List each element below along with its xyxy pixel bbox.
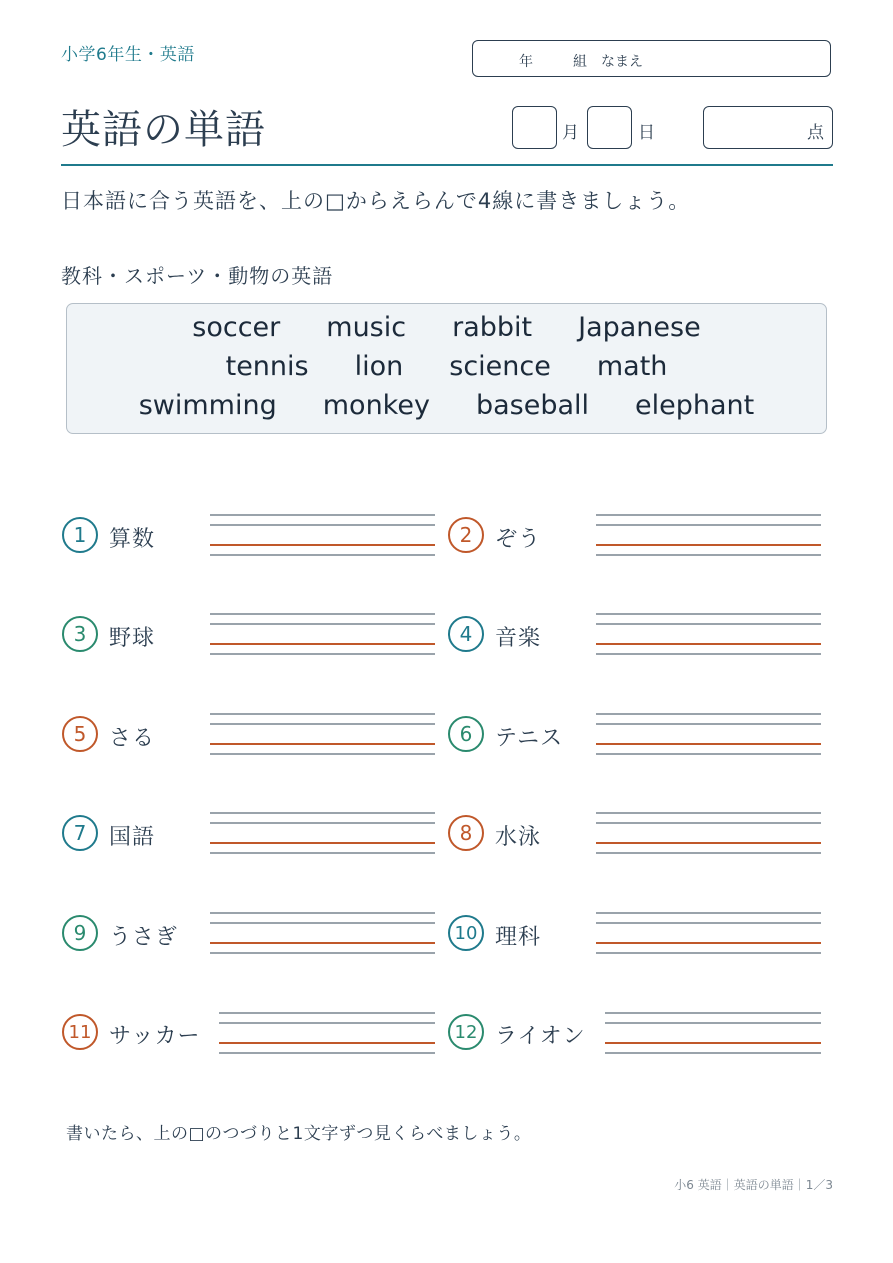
word-bank-word: tennis (225, 351, 309, 382)
writing-lines[interactable] (596, 613, 821, 653)
question-number: 1 (62, 517, 98, 553)
word-bank-word: math (596, 351, 668, 382)
question-number: 6 (448, 716, 484, 752)
question-label: 音楽 (495, 626, 542, 651)
question-number: 2 (448, 517, 484, 553)
question-number: 11 (62, 1014, 98, 1050)
footer-note: 書いたら、上の□のつづりと1文字ずつ見くらべましょう。 (66, 1124, 532, 1144)
question-label: 理科 (495, 925, 542, 950)
word-bank-word: music (326, 312, 407, 343)
writing-lines[interactable] (219, 1012, 435, 1052)
question-label: ぞう (495, 527, 542, 552)
day-input-box[interactable] (587, 106, 632, 149)
question-number: 12 (448, 1014, 484, 1050)
page-title: 英語の単語 (61, 107, 266, 153)
question-number: 9 (62, 915, 98, 951)
word-bank-word: rabbit (452, 312, 533, 343)
question-label: 算数 (109, 527, 156, 552)
writing-lines[interactable] (210, 812, 435, 852)
score-label: 点 (807, 123, 824, 143)
writing-lines[interactable] (210, 514, 435, 554)
writing-lines[interactable] (596, 912, 821, 952)
writing-lines[interactable] (596, 812, 821, 852)
word-bank-word: lion (354, 351, 404, 382)
question-label: テニス (495, 726, 564, 751)
instruction-text: 日本語に合う英語を、上の□からえらんで4線に書きましょう。 (61, 189, 691, 213)
question-number: 10 (448, 915, 484, 951)
question-number: 5 (62, 716, 98, 752)
word-bank-word: baseball (475, 390, 590, 421)
grade-subject-label: 小学6年生・英語 (61, 45, 195, 65)
month-label: 月 (562, 123, 579, 143)
writing-lines[interactable] (210, 713, 435, 753)
question-number: 3 (62, 616, 98, 652)
day-label: 日 (638, 123, 655, 143)
question-label: サッカー (109, 1024, 201, 1049)
question-label: 水泳 (495, 825, 542, 850)
month-input-box[interactable] (512, 106, 557, 149)
writing-lines[interactable] (210, 613, 435, 653)
score-box[interactable] (703, 106, 833, 149)
word-bank (66, 303, 827, 434)
word-bank-word: monkey (322, 390, 430, 421)
name-field[interactable] (472, 40, 831, 77)
class-label: 組 (573, 54, 587, 70)
section-title: 教科・スポーツ・動物の英語 (61, 264, 334, 288)
question-label: 野球 (109, 626, 156, 651)
writing-lines[interactable] (210, 912, 435, 952)
word-bank-word: science (449, 351, 551, 382)
question-label: さる (109, 726, 156, 751)
word-bank-word: elephant (635, 390, 755, 421)
writing-lines[interactable] (605, 1012, 821, 1052)
word-bank-row (67, 351, 826, 382)
question-number: 4 (448, 616, 484, 652)
question-label: ライオン (495, 1024, 586, 1049)
question-label: うさぎ (109, 925, 179, 950)
question-number: 7 (62, 815, 98, 851)
page-footer: 小6 英語｜英語の単語｜1／3 (674, 1178, 833, 1192)
word-bank-word: soccer (192, 312, 281, 343)
question-number: 8 (448, 815, 484, 851)
header-divider (61, 164, 833, 166)
writing-lines[interactable] (596, 514, 821, 554)
writing-lines[interactable] (596, 713, 821, 753)
word-bank-word: swimming (138, 390, 277, 421)
word-bank-word: Japanese (578, 312, 701, 343)
name-label: なまえ (601, 54, 643, 70)
question-label: 国語 (109, 825, 156, 850)
word-bank-row (67, 312, 826, 343)
word-bank-row (67, 390, 826, 421)
year-label: 年 (519, 54, 533, 70)
